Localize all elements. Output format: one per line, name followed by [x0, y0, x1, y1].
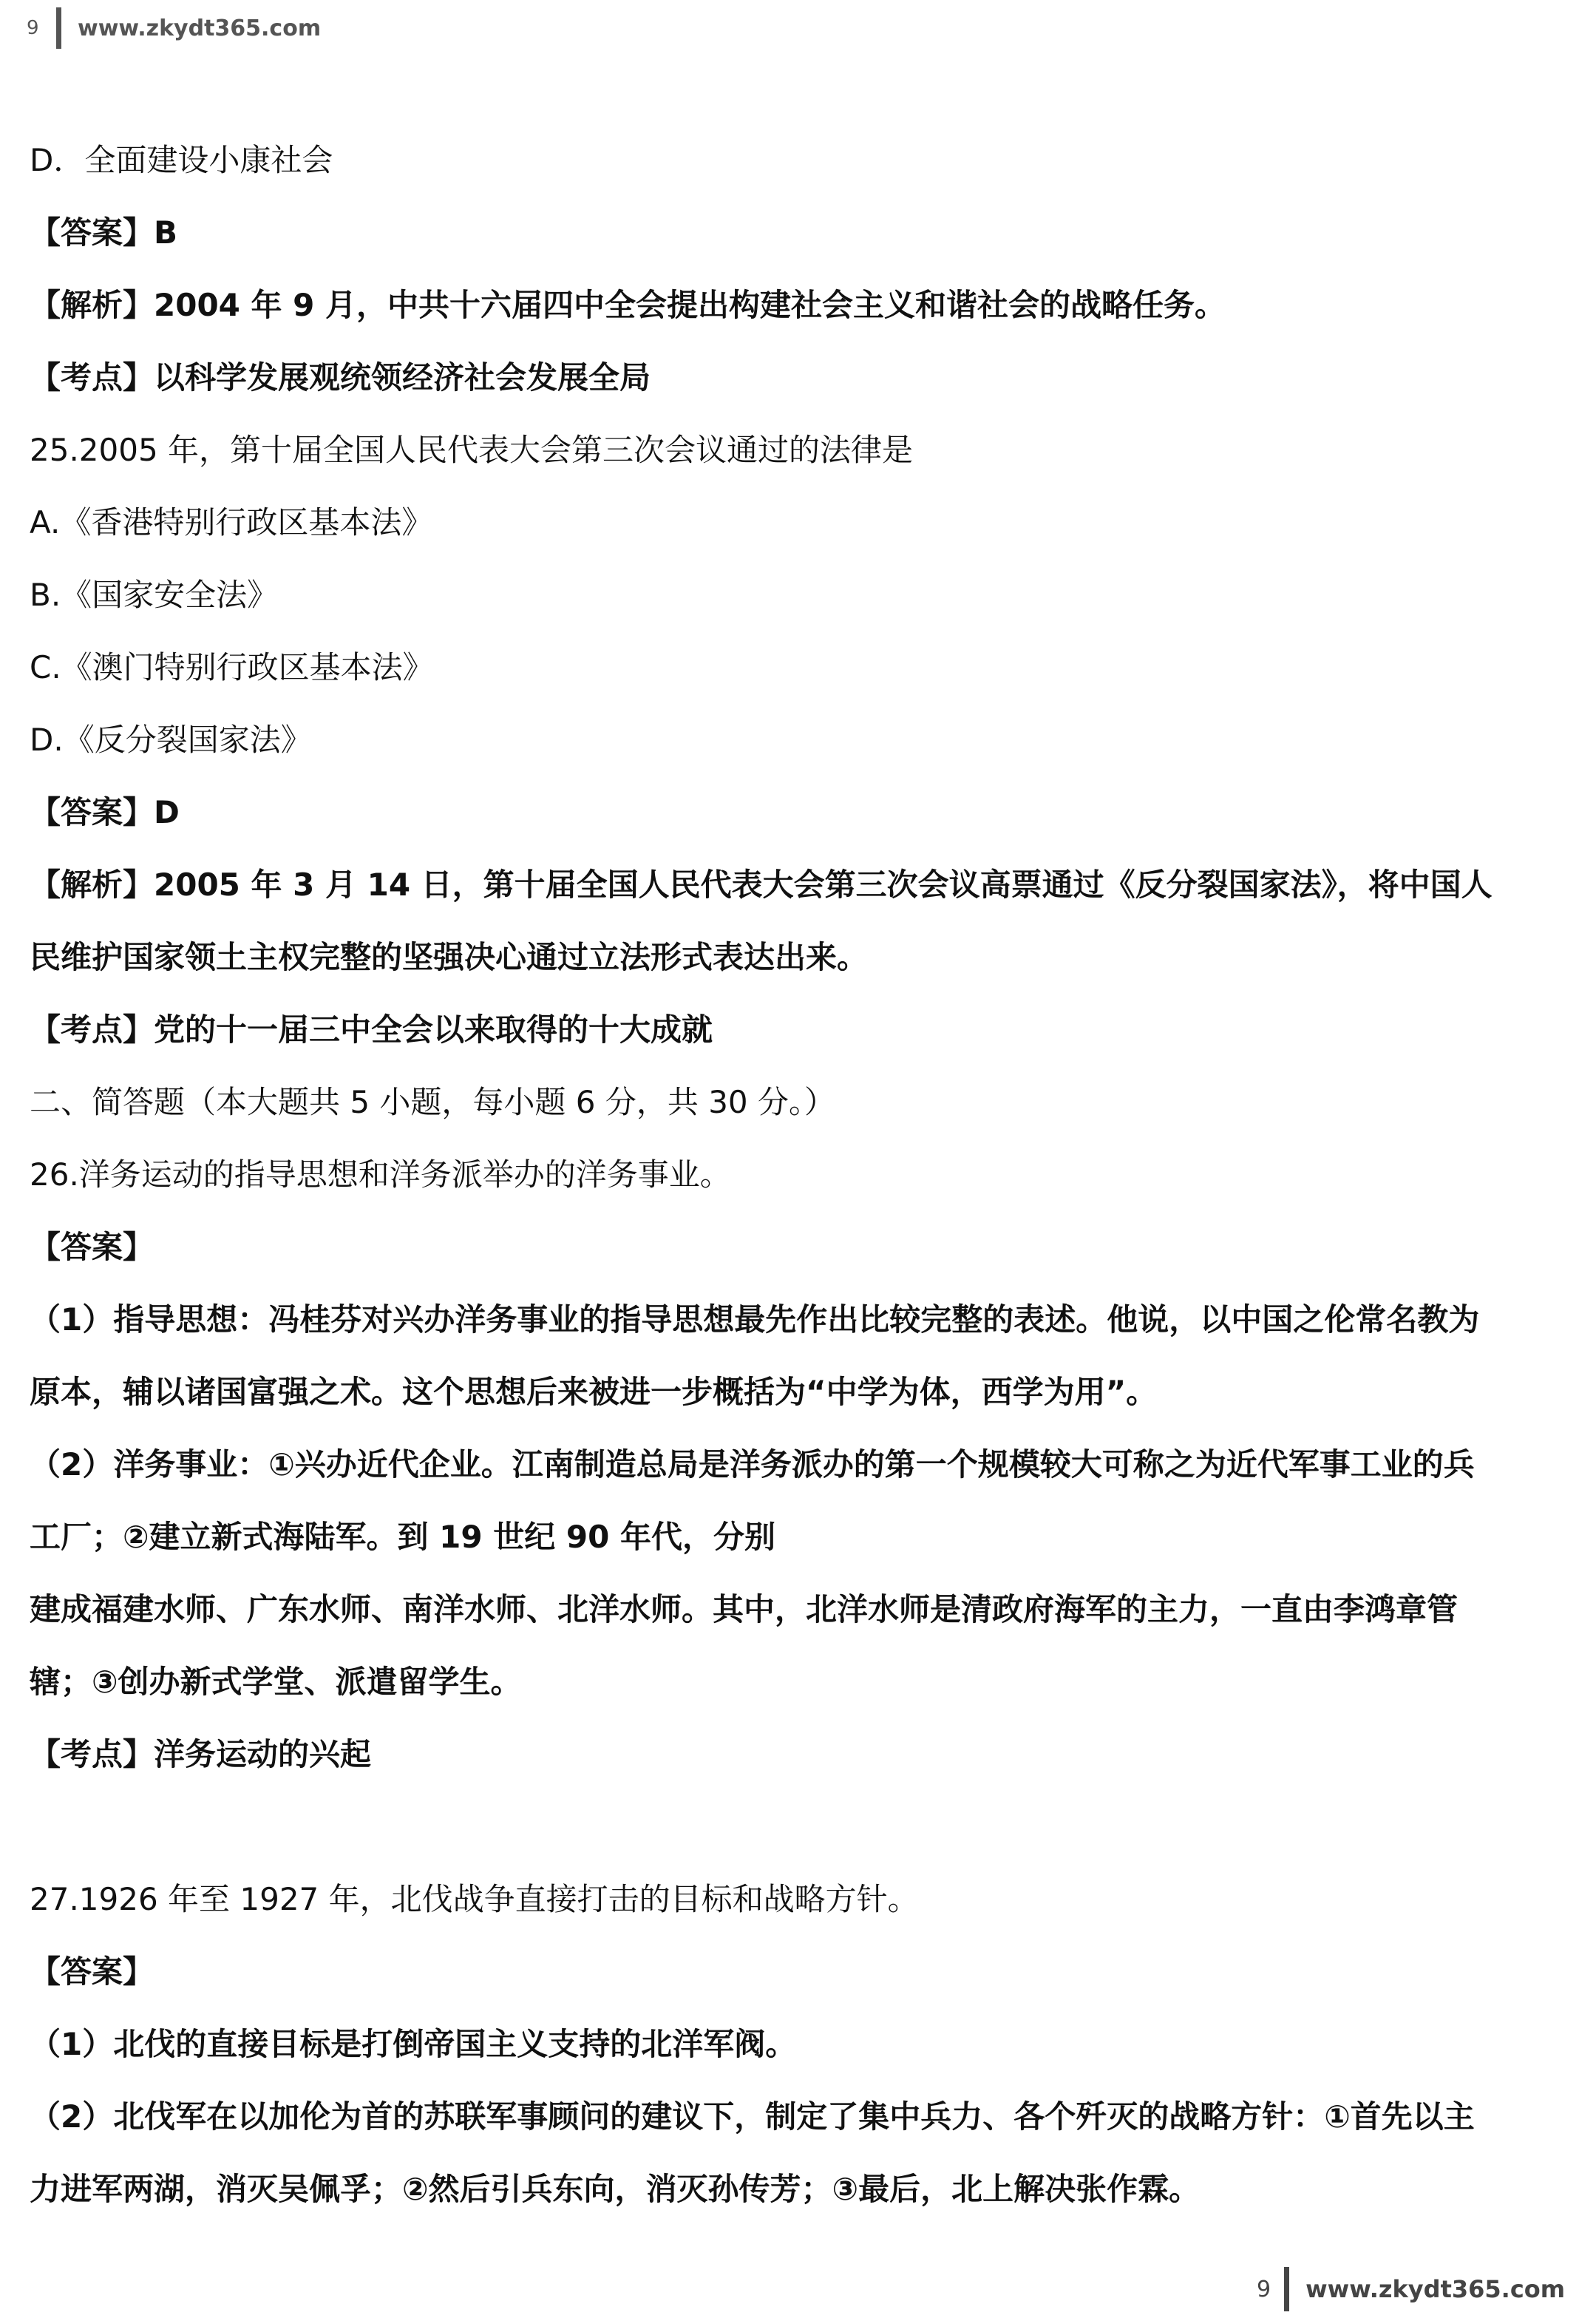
analysis-line: 【解析】2005 年 3 月 14 日，第十届全国人民代表大会第三次会议高票通过《反分裂国家法》，将中国人	[30, 867, 1493, 903]
answer-heading: 【答案】	[30, 1229, 154, 1265]
footer-page-number: 9	[1257, 2276, 1271, 2302]
answer-paragraph: 辖；③创办新式学堂、派遣留学生。	[30, 1664, 522, 1700]
analysis-line-continued: 民维护国家领土主权完整的坚强决心通过立法形式表达出来。	[30, 939, 869, 975]
answer-line: 【答案】B	[30, 214, 178, 251]
answer-paragraph: （1）指导思想：冯桂芬对兴办洋务事业的指导思想最先作出比较完整的表述。他说，以中国之伦常名教为	[30, 1301, 1480, 1338]
option-d-line: D．全面建设小康社会	[30, 142, 333, 178]
header-page-number: 9	[27, 17, 39, 39]
option-c: C.《澳门特别行政区基本法》	[30, 649, 434, 685]
header-url: www.zkydt365.com	[78, 15, 322, 41]
keypoint-line: 【考点】以科学发展观统领经济社会发展全局	[30, 359, 651, 396]
section-heading: 二、简答题（本大题共 5 小题，每小题 6 分，共 30 分。）	[30, 1084, 835, 1120]
question-27: 27.1926 年至 1927 年，北伐战争直接打击的目标和战略方针。	[30, 1881, 919, 1917]
page-footer	[1257, 2267, 1565, 2311]
keypoint-line: 【考点】党的十一届三中全会以来取得的十大成就	[30, 1011, 713, 1048]
footer-divider	[1284, 2267, 1289, 2311]
question-25: 25.2005 年，第十届全国人民代表大会第三次会议通过的法律是	[30, 432, 914, 468]
answer-paragraph: 原本，辅以诸国富强之术。这个思想后来被进一步概括为“中学为体，西学为用”。	[30, 1374, 1158, 1410]
page-header	[27, 6, 321, 50]
answer-paragraph: （2）洋务事业：①兴办近代企业。江南制造总局是洋务派办的第一个规模较大可称之为近代军事工业的兵	[30, 1446, 1475, 1482]
answer-line: 【答案】D	[30, 794, 180, 830]
question-26: 26.洋务运动的指导思想和洋务派举办的洋务事业。	[30, 1156, 731, 1193]
footer-url: www.zkydt365.com	[1305, 2275, 1566, 2303]
answer-paragraph: 工厂；②建立新式海陆军。到 19 世纪 90 年代，分别	[30, 1519, 775, 1555]
option-b: B.《国家安全法》	[30, 577, 279, 613]
answer-heading: 【答案】	[30, 1953, 154, 1990]
answer-paragraph: （1）北伐的直接目标是打倒帝国主义支持的北洋军阀。	[30, 2026, 797, 2062]
answer-paragraph: 力进军两湖，消灭吴佩孚；②然后引兵东向，消灭孙传芳；③最后，北上解决张作霖。	[30, 2171, 1201, 2207]
option-a: A.《香港特别行政区基本法》	[30, 504, 433, 540]
document-body	[30, 124, 1567, 2226]
analysis-line: 【解析】2004 年 9 月，中共十六届四中全会提出构建社会主义和谐社会的战略任务。	[30, 287, 1226, 323]
spacer	[30, 1791, 1567, 1863]
keypoint-line: 【考点】洋务运动的兴起	[30, 1736, 372, 1772]
option-d: D.《反分裂国家法》	[30, 722, 312, 758]
header-divider	[56, 7, 61, 49]
answer-paragraph: 建成福建水师、广东水师、南洋水师、北洋水师。其中，北洋水师是清政府海军的主力，一直由李鸿章管	[30, 1591, 1459, 1627]
answer-paragraph: （2）北伐军在以加伦为首的苏联军事顾问的建议下，制定了集中兵力、各个歼灭的战略方针：①首先以主	[30, 2098, 1475, 2135]
